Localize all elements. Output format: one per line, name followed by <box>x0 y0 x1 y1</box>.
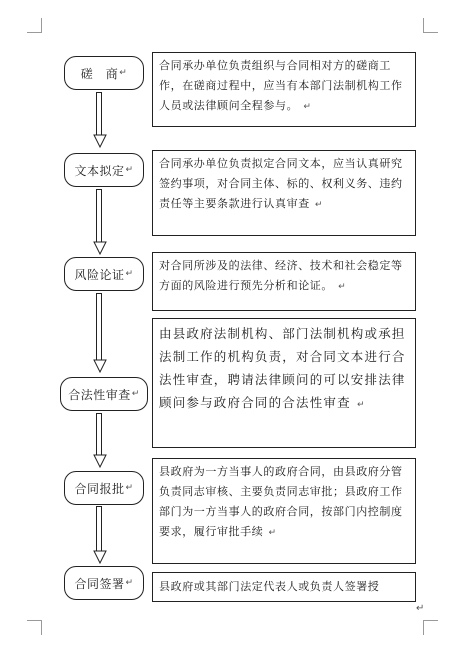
return-mark: ↵ <box>125 578 134 588</box>
return-mark: ↵ <box>131 389 140 399</box>
page-corner-mark-bottom-right <box>423 620 438 635</box>
return-mark: ↵ <box>125 483 134 493</box>
step-text-drafting <box>64 153 144 187</box>
page-corner-mark-top-left <box>27 18 42 33</box>
return-mark: ↵ <box>338 282 347 292</box>
step-contract-signing <box>64 566 144 600</box>
page-corner-mark-bottom-left <box>27 620 42 635</box>
step-text-drafting-description <box>152 150 416 236</box>
step-legality-review <box>60 377 148 411</box>
step-contract-approval <box>64 471 144 505</box>
description-text: 合同承办单位负责拟定合同文本，应当认真研究签约事项，对合同主体、标的、权利义务、违约责任等主要条款进行认真审查 <box>159 157 403 210</box>
step-legality-review-description <box>152 318 416 448</box>
step-label: 合同签署 <box>74 576 125 591</box>
return-mark: ↵ <box>125 269 134 279</box>
step-label: 文本拟定 <box>74 163 125 178</box>
flow-arrow <box>93 413 107 468</box>
step-label: 合同报批 <box>74 481 125 496</box>
page-corner-mark-top-right <box>423 18 438 33</box>
description-text: 合同承办单位负责组织与合同相对方的磋商工作，在磋商过程中，应当有本部门法制机构工作人员或法律顾问全程参与。 <box>159 59 403 112</box>
step-risk-assessment <box>64 257 144 291</box>
description-text: 县政府或其部门法定代表人或负责人签署授 <box>159 580 380 593</box>
flow-arrow <box>93 293 107 373</box>
description-text: 县政府为一方当事人的政府合同，由县政府分管负责同志审核、主要负责同志审批；县政府工作部门为一方当事人的政府合同，按部门内控制度要求，履行审批手续 <box>159 465 403 538</box>
return-mark: ↵ <box>314 200 324 210</box>
step-label: 合法性审查 <box>68 387 131 402</box>
return-mark: ↵ <box>125 165 134 175</box>
return-mark: ↵ <box>303 102 312 112</box>
step-label: 磋 商 <box>80 66 119 81</box>
flow-arrow <box>93 506 107 564</box>
step-contract-approval-description <box>152 458 416 564</box>
step-risk-assessment-description <box>152 252 416 311</box>
description-text: 对合同所涉及的法律、经济、技术和社会稳定等方面的风险进行预先分析和论证。 <box>159 259 403 292</box>
step-negotiation-description <box>152 52 416 127</box>
return-mark: ↵ <box>357 400 366 410</box>
step-negotiation <box>64 56 144 90</box>
step-label: 风险论证 <box>74 267 125 282</box>
flow-arrow <box>93 92 107 148</box>
flow-arrow <box>93 189 107 255</box>
paragraph-mark: ↵ <box>416 603 425 614</box>
step-contract-signing-description <box>152 572 416 602</box>
description-text: 由县政府法制机构、部门法制机构或承担法制工作的机构负责，对合同文本进行合法性审查，聘请法律顾问的可以安排法律顾问参与政府合同的合法性审查 <box>159 326 406 410</box>
return-mark: ↵ <box>119 68 128 78</box>
return-mark: ↵ <box>268 528 277 538</box>
